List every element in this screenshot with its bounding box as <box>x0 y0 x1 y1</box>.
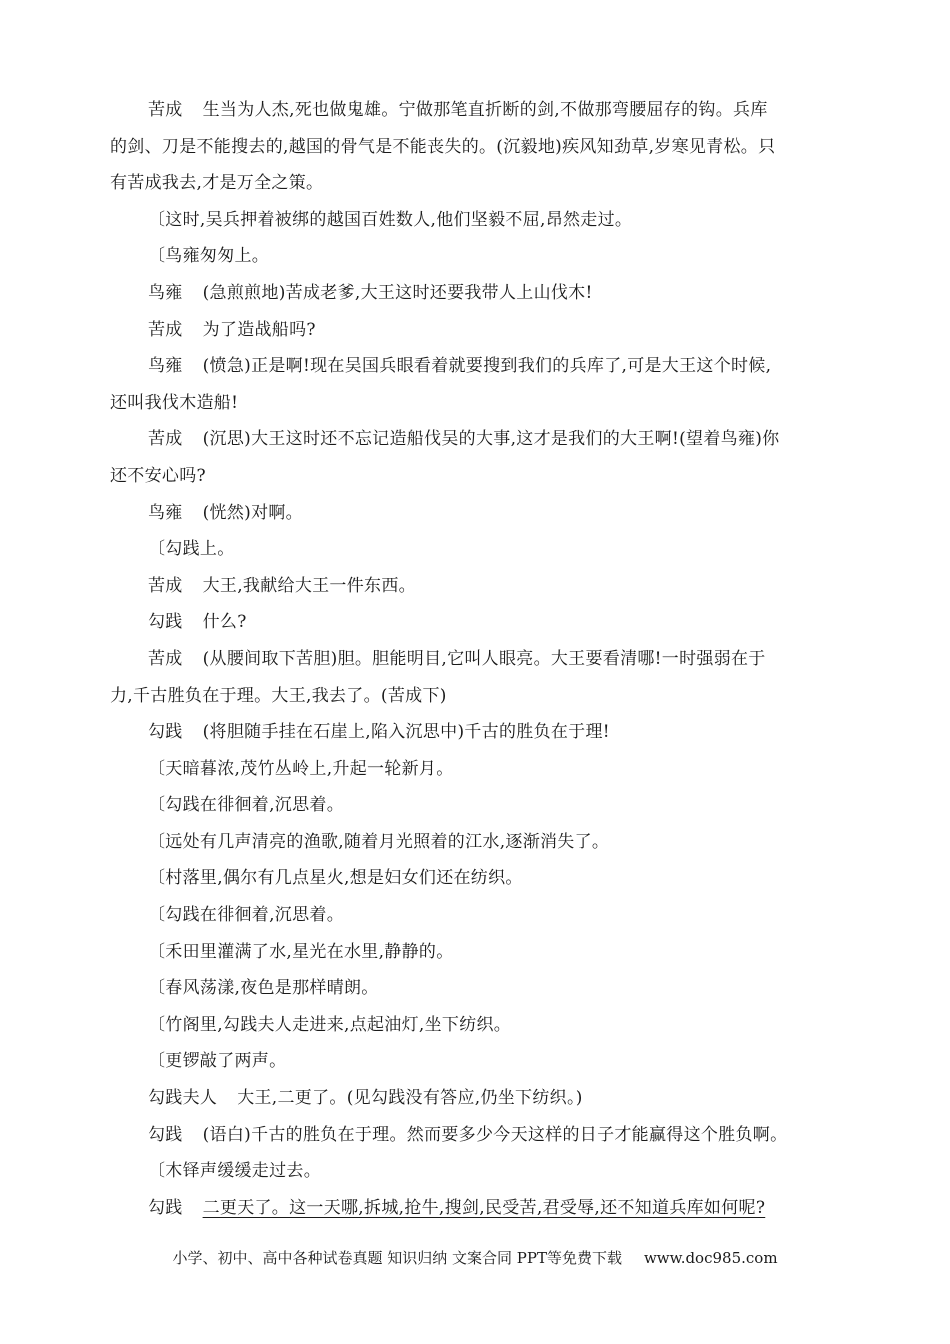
dialogue-line <box>110 495 842 532</box>
line-text: 〔勾践上。 <box>148 539 235 560</box>
line-text: 〔远处有几声清亮的渔歌,随着月光照着的江水,逐渐消失了。 <box>148 831 610 852</box>
speaker-name: 苦成 <box>148 100 183 120</box>
dialogue-line <box>110 1080 842 1117</box>
dialogue-line <box>110 568 842 605</box>
speaker-name: 苦成 <box>148 429 183 450</box>
line-text: 〔木铎声缓缓走过去。 <box>148 1161 321 1182</box>
stage-direction <box>110 970 842 1007</box>
line-text: 为了造战船吗? <box>202 319 316 340</box>
dialogue-line <box>110 348 842 385</box>
line-text: (将胆随手挂在石崖上,陷入沉思中)千古的胜负在于理! <box>202 722 610 743</box>
stage-direction <box>110 897 842 934</box>
speaker-name: 勾践 <box>148 722 183 743</box>
line-text: 二更天了。这一天哪,拆城,抢牛,搜剑,民受苦,君受辱,还不知道兵库如何呢? <box>202 1197 766 1218</box>
speaker-name: 勾践 <box>148 1124 183 1145</box>
line-text: 〔勾践在徘徊着,沉思着。 <box>148 905 345 926</box>
speaker-name: 鸟雍 <box>148 356 183 377</box>
line-text: 〔勾践在徘徊着,沉思着。 <box>148 795 345 816</box>
line-text: 什么? <box>202 612 247 633</box>
stage-direction <box>110 860 842 897</box>
dialogue-line <box>110 1190 842 1227</box>
dialogue-line <box>110 92 842 129</box>
line-text: (急煎煎地)苦成老爹,大王这时还要我带人上山伐木! <box>202 282 593 303</box>
line-text: 〔春风荡漾,夜色是那样晴朗。 <box>148 978 379 999</box>
page-footer <box>0 1247 950 1268</box>
line-text: 力,千古胜负在于理。大王,我去了。(苦成下) <box>110 685 447 706</box>
dialogue-continuation <box>110 165 842 202</box>
dialogue-line <box>110 641 842 678</box>
speaker-name: 鸟雍 <box>148 282 183 303</box>
speaker-name: 苦成 <box>148 319 183 340</box>
speaker-name: 勾践夫人 <box>148 1088 218 1109</box>
speaker-name: 苦成 <box>148 575 183 596</box>
speaker-name: 苦成 <box>148 648 183 669</box>
dialogue-line <box>110 1117 842 1154</box>
dialogue-line <box>110 275 842 312</box>
line-text: 生当为人杰,死也做鬼雄。宁做那笔直折断的剑,不做那弯腰屈存的钩。兵库 <box>202 100 768 120</box>
line-text: 〔鸟雍匆匆上。 <box>148 246 270 267</box>
dialogue-continuation <box>110 129 842 166</box>
dialogue-continuation <box>110 458 842 495</box>
stage-direction <box>110 202 842 239</box>
dialogue-continuation <box>110 678 842 715</box>
stage-direction <box>110 1007 842 1044</box>
line-text: 〔村落里,偶尔有几点星火,想是妇女们还在纺织。 <box>148 868 523 889</box>
speaker-name: 勾践 <box>148 612 183 633</box>
line-text: 〔更锣敲了两声。 <box>148 1051 287 1072</box>
line-text: 有苦成我去,才是万全之策。 <box>110 173 324 194</box>
footer-text: 小学、初中、高中各种试卷真题 知识归纳 文案合同 PPT等免费下载 <box>172 1249 622 1267</box>
line-text: 大王,我献给大王一件东西。 <box>202 575 416 596</box>
line-text: 的剑、刀是不能搜去的,越国的骨气是不能丧失的。(沉毅地)疾风知劲草,岁寒见青松。只 <box>110 136 776 157</box>
stage-direction <box>110 787 842 824</box>
speaker-name: 勾践 <box>148 1197 183 1218</box>
stage-direction <box>110 238 842 275</box>
speaker-name: 鸟雍 <box>148 502 183 523</box>
line-text: 大王,二更了。(见勾践没有答应,仍坐下纺织。) <box>237 1088 583 1109</box>
line-text: (沉思)大王这时还不忘记造船伐吴的大事,这才是我们的大王啊!(望着鸟雍)你 <box>202 429 780 450</box>
stage-direction <box>110 934 842 971</box>
stage-direction <box>110 751 842 788</box>
stage-direction <box>110 531 842 568</box>
line-text: 〔这时,吴兵押着被绑的越国百姓数人,他们坚毅不屈,昂然走过。 <box>148 209 633 230</box>
dialogue-line <box>110 312 842 349</box>
footer-url[interactable]: www.doc985.com <box>643 1249 778 1267</box>
script-body <box>110 92 842 1226</box>
dialogue-continuation <box>110 385 842 422</box>
dialogue-line <box>110 421 842 458</box>
line-text: 〔禾田里灌满了水,星光在水里,静静的。 <box>148 941 454 962</box>
line-text: (愤急)正是啊!现在吴国兵眼看着就要搜到我们的兵库了,可是大王这个时候, <box>202 356 772 377</box>
line-text: (从腰间取下苦胆)胆。胆能明目,它叫人眼亮。大王要看清哪!一时强弱在于 <box>202 648 766 669</box>
line-text: (恍然)对啊。 <box>202 502 303 523</box>
dialogue-line <box>110 714 842 751</box>
stage-direction <box>110 824 842 861</box>
stage-direction <box>110 1153 842 1190</box>
line-text: 〔天暗暮浓,茂竹丛岭上,升起一轮新月。 <box>148 758 454 779</box>
dialogue-line <box>110 604 842 641</box>
line-text: (语白)千古的胜负在于理。然而要多少今天这样的日子才能赢得这个胜负啊。 <box>202 1124 788 1145</box>
line-text: 还叫我伐木造船! <box>110 392 239 413</box>
stage-direction <box>110 1043 842 1080</box>
line-text: 〔竹阁里,勾践夫人走进来,点起油灯,坐下纺织。 <box>148 1014 512 1035</box>
line-text: 还不安心吗? <box>110 465 206 486</box>
